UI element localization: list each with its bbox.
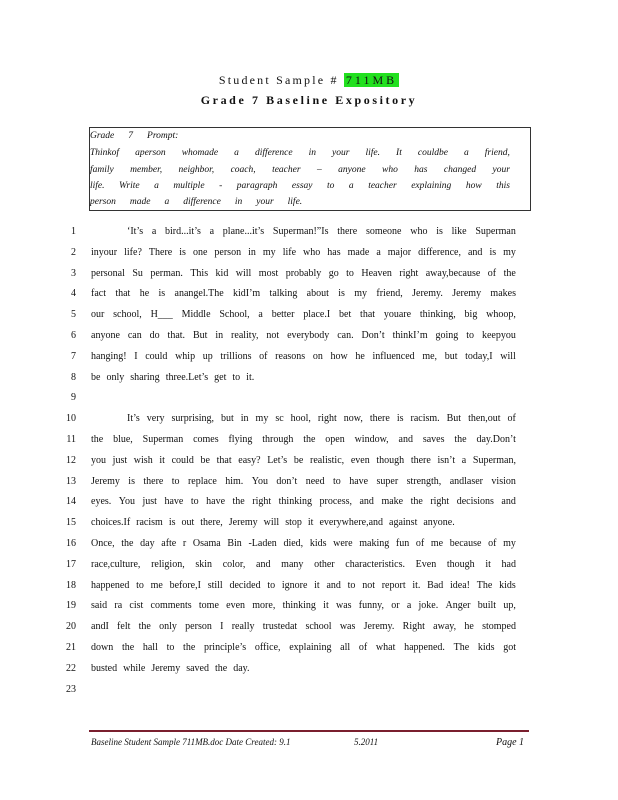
essay-line: down the hall to the principle’s office, explaining all of what happened. The kids got [91, 642, 516, 653]
essay-line: busted while Jeremy saved the day. [91, 663, 250, 674]
essay-line: Jeremy is there to replace him. You don’t need to have super strength, andlaser vision [91, 476, 516, 487]
essay-line: Once, the day afte r Osama Bin -Laden died, kids were making fun of me because of my [91, 538, 516, 549]
essay-line: anyone can do that. But in reality, not everybody can. Don’t thinkI’m going to keepyou [91, 330, 516, 341]
document-subtitle: Grade 7 Baseline Expository [200, 93, 418, 107]
document-title [0, 73, 618, 88]
line-number: 23 [66, 684, 76, 695]
line-number: 4 [71, 288, 76, 299]
essay-line: happened to me before,I still decided to ignore it and to not report it. Bad idea! The kids [91, 580, 516, 591]
essay-line: fact that he is anangel.The kidI’m talking about is my friend, Jeremy. Jeremy makes [91, 288, 516, 299]
line-number: 13 [66, 476, 76, 487]
essay-line: ‘It’s a bird...it’s a plane...it’s Superman!”Is there someone who is like Superman [127, 226, 516, 237]
line-number: 19 [66, 600, 76, 611]
line-number: 10 [66, 413, 76, 424]
line-number: 15 [66, 517, 76, 528]
line-number: 11 [66, 434, 76, 445]
footer-rule [89, 730, 529, 732]
essay-line: our school, H___ Middle School, a better place.I bet that youare thinking, big whoop, [91, 309, 516, 320]
essay-line: It’s very surprising, but in my sc hool, right now, there is racism. But then,out of [127, 413, 516, 424]
essay-line: the blue, Superman comes flying through the open window, and saves the day.Don’t [91, 434, 516, 445]
essay-line: inyour life? There is one person in my life who has made a major difference, and is my [91, 247, 516, 258]
line-number: 20 [66, 621, 76, 632]
essay-line: personal Su perman. This kid will most probably go to Heaven right away,because of the [91, 268, 516, 279]
essay-line: you just wish it could be that easy? Let’s be realistic, even though there isn’t a Superman, [91, 455, 516, 466]
essay-line: race,culture, religion, skin color, and many other characteristics. Even though it had [91, 559, 516, 570]
line-number: 16 [66, 538, 76, 549]
prompt-line: Thinkof aperson whomade a difference in your life. It couldbe a friend, [90, 148, 510, 158]
prompt-line: Grade 7 Prompt: [90, 131, 179, 141]
line-number: 3 [71, 268, 76, 279]
line-number: 22 [66, 663, 76, 674]
line-number: 14 [66, 496, 76, 507]
line-number: 7 [71, 351, 76, 362]
essay-line: eyes. You just have to have the right thinking process, and make the right decisions and [91, 496, 516, 507]
line-number: 5 [71, 309, 76, 320]
student-code-highlight: 711MB [345, 73, 398, 87]
essay-line: hanging! I could whip up trillions of reasons on how he influenced me, but today,I will [91, 351, 516, 362]
title-prefix: Student Sample # [218, 73, 344, 87]
line-number: 21 [66, 642, 76, 653]
footer-filename: Baseline Student Sample 711MB.doc Date Created: 9.1 [91, 737, 291, 747]
line-number: 17 [66, 559, 76, 570]
line-number: 18 [66, 580, 76, 591]
line-number: 2 [71, 247, 76, 258]
essay-line: said ra cist comments tome even more, thinking it was funny, or a joke. Anger built up, [91, 600, 516, 611]
prompt-line: person made a difference in your life. [90, 197, 303, 207]
line-number: 9 [71, 392, 76, 403]
essay-line: andI felt the only person I really trustedat school was Jeremy. Right away, he stomped [91, 621, 516, 632]
line-number: 8 [71, 372, 76, 383]
prompt-line: life. Write a multiple - paragraph essay to a teacher explaining how this [90, 181, 510, 191]
line-number: 12 [66, 455, 76, 466]
footer-page-number: Page 1 [496, 737, 525, 748]
essay-line: choices.If racism is out there, Jeremy will stop it everywhere,and against anyone. [91, 517, 455, 528]
essay-line: be only sharing three.Let’s get to it. [91, 372, 255, 383]
footer-date: 5.2011 [354, 737, 379, 747]
line-number: 6 [71, 330, 76, 341]
line-number: 1 [71, 226, 76, 237]
prompt-line: family member, neighbor, coach, teacher – anyone who has changed your [90, 165, 510, 175]
